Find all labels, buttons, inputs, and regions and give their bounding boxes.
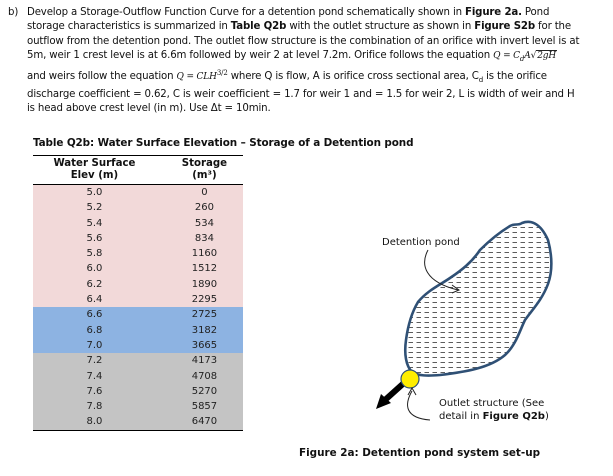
storage-cell: 5270 [166,384,243,399]
elev-cell: 6.8 [33,323,166,338]
elev-cell: 7.0 [33,338,166,353]
text: Develop a Storage-Outflow Function Curve for a detention pond schematically shown in [27,7,466,18]
outflow-arrow-shaft [385,382,405,400]
storage-cell: 2295 [166,292,243,307]
text: where Q is flow, A is orifice cross sectional area, C [227,71,479,83]
table-ref: Table Q2b [230,21,287,33]
elev-cell: 5.2 [33,200,166,215]
problem-line-6: discharge coefficient = 0.62, C is weir coefficient = 1.7 for weir 1 and = 1.5 for weir 2, L is width of weir and H [27,88,575,100]
storage-cell: 3665 [166,338,243,353]
elev-cell: 7.2 [33,353,166,368]
eq-part: Q = CLH [176,72,217,83]
header-text: Elev (m) [70,170,119,181]
elev-cell: 8.0 [33,414,166,430]
eq-part: Q = C [493,51,520,62]
figure-ref: Figure S2b [474,21,535,33]
outlet-structure-icon [401,370,419,388]
elev-cell: 5.8 [33,246,166,261]
elev-cell: 5.4 [33,216,166,231]
storage-cell: 1160 [166,246,243,261]
figure-ref: Figure Q2b [482,411,545,422]
pond-label: Detention pond [382,237,460,248]
orifice-equation: $Q = C_dA√2gH$ [493,51,557,64]
text: ) [544,411,549,422]
storage-cell: 534 [166,216,243,231]
elev-cell: 6.2 [33,277,166,292]
header-text: (m³) [192,170,217,181]
outlet-label-leader [408,391,430,420]
storage-cell: 1512 [166,261,243,276]
storage-cell: 2725 [166,307,243,322]
text: with the outlet structure as shown in [286,21,475,33]
text: for the [534,21,571,33]
elev-cell: 5.6 [33,231,166,246]
eq-exponent: 3/2 [216,69,228,78]
storage-cell: 0 [166,185,243,201]
elev-cell: 7.6 [33,384,166,399]
problem-label: b) [8,7,19,18]
eq-part: A [524,51,531,62]
elev-cell: 6.0 [33,261,166,276]
header-text: Water Surface [53,158,136,169]
storage-cell: 3182 [166,323,243,338]
header-text: Storage [181,158,228,169]
eq-sub: d [519,55,525,64]
text: detail in [439,411,483,422]
eq-sqrt: 2gH [537,51,557,62]
figure-ref: Figure 2a. [465,7,522,18]
text: 5m, weir 1 crest level is at 6.6m followed by weir 2 at level 7.2m. Orifice follows the equation [27,50,494,62]
storage-cell: 260 [166,200,243,215]
storage-cell: 834 [166,231,243,246]
text: Pond [521,7,550,18]
text: storage characteristics is summarized in [27,21,231,33]
figure-caption: Figure 2a: Detention pond system set-up [299,447,541,459]
elev-cell: 7.4 [33,369,166,384]
storage-cell: 1890 [166,277,243,292]
storage-cell: 5857 [166,399,243,414]
storage-cell: 4173 [166,353,243,368]
problem-line-3: outflow from the detention pond. The outlet flow structure is the combination of an orifice with invert level is at [27,35,580,47]
table-title: Table Q2b: Water Surface Elevation – Storage of a Detention pond [33,137,414,149]
elev-cell: 7.8 [33,399,166,414]
storage-cell: 6470 [166,414,243,430]
subscript: d [478,76,484,85]
outlet-label-line: Outlet structure (See [439,398,545,409]
elev-cell: 5.0 [33,185,166,201]
outlet-label-line [439,410,549,423]
elev-cell: 6.4 [33,292,166,307]
text: is the orifice [483,71,547,83]
problem-line-7: is head above crest level (in m). Use Δt = 10min. [27,103,271,115]
storage-cell: 4708 [166,369,243,384]
elev-cell: 6.6 [33,307,166,322]
text: and weirs follow the equation [27,71,177,83]
outlet-label [439,397,549,423]
